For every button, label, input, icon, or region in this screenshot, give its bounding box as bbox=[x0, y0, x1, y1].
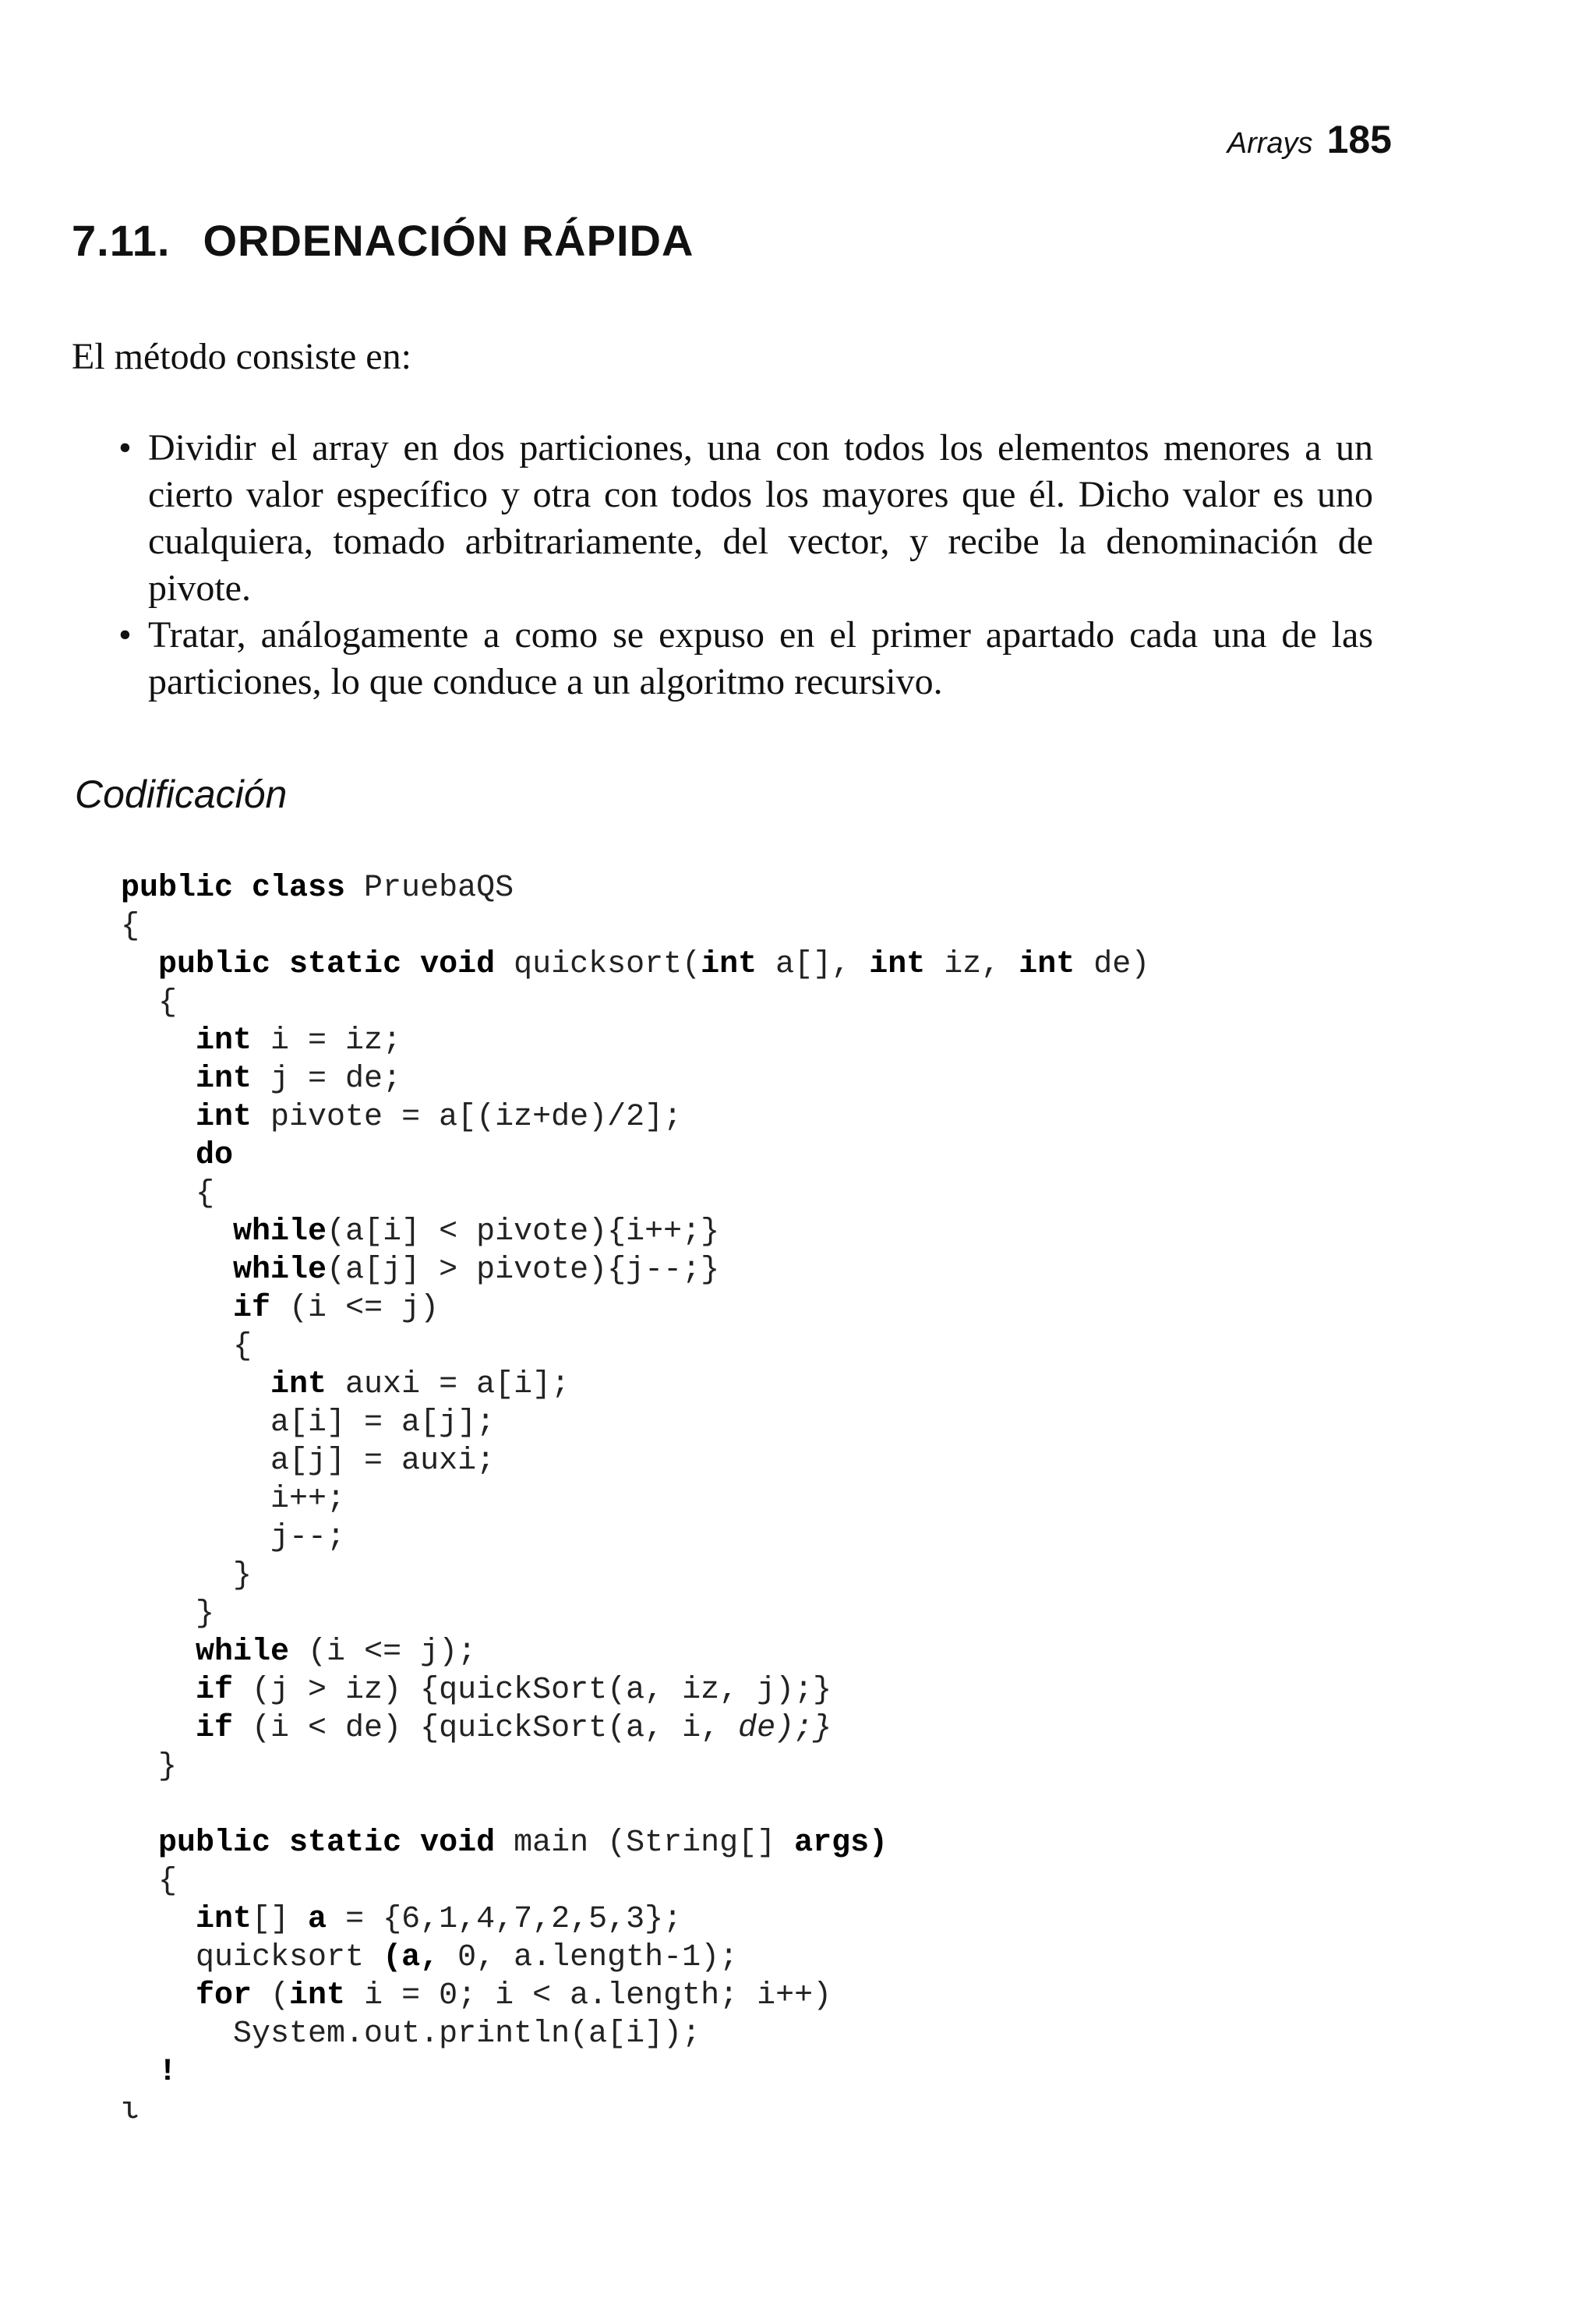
code-line: { bbox=[158, 1864, 178, 1899]
code-line: int[] a = {6,1,4,7,2,5,3}; bbox=[196, 1902, 683, 1937]
code-line: } bbox=[233, 1558, 252, 1593]
subheading: Codificación bbox=[75, 772, 288, 816]
list-item bbox=[118, 612, 1373, 705]
code-line: int pivote = a[(iz+de)/2]; bbox=[196, 1100, 683, 1135]
list-item bbox=[118, 425, 1373, 612]
code-line-blank bbox=[121, 1786, 1149, 1824]
intro-paragraph: El método consiste en: bbox=[72, 336, 411, 377]
code-line: if (i <= j) bbox=[233, 1291, 440, 1326]
code-line: a[i] = a[j]; bbox=[270, 1405, 496, 1441]
bullet-list bbox=[118, 425, 1373, 705]
code-line: if (j > iz) {quickSort(a, iz, j);} bbox=[196, 1673, 832, 1708]
bullet-icon: • bbox=[118, 614, 132, 656]
code-line: do bbox=[196, 1138, 234, 1173]
code-line: while(a[j] > pivote){j--;} bbox=[233, 1253, 720, 1288]
code-line: { bbox=[233, 1329, 252, 1364]
code-line: ! bbox=[158, 2055, 178, 2090]
page-number: 185 bbox=[1326, 118, 1392, 161]
running-title: Arrays bbox=[1227, 127, 1313, 160]
code-line: public class PruebaQS bbox=[121, 871, 514, 906]
code-block bbox=[121, 869, 1149, 2130]
code-line: int i = iz; bbox=[196, 1023, 402, 1059]
code-line: int auxi = a[i]; bbox=[270, 1367, 570, 1402]
code-line: { bbox=[158, 985, 178, 1020]
bullet-text: Tratar, análogamente a como se expuso en el primer apartado cada una de las particiones, lo que conduce a un algoritmo recursivo. bbox=[148, 614, 1373, 702]
code-line: a[j] = auxi; bbox=[270, 1444, 496, 1479]
section-number: 7.11. bbox=[72, 216, 171, 265]
code-line: quicksort (a, 0, a.length-1); bbox=[196, 1940, 739, 1975]
section-title-text: ORDENACIÓN RÁPIDA bbox=[203, 216, 694, 265]
code-line: } bbox=[158, 1749, 178, 1784]
code-line: while (i <= j); bbox=[196, 1635, 477, 1670]
code-line: if (i < de) {quickSort(a, i, de);} bbox=[196, 1711, 832, 1746]
code-line: public static void main (String[] args) bbox=[158, 1826, 888, 1861]
code-line: i++; bbox=[270, 1482, 346, 1517]
code-line: ι bbox=[121, 2093, 140, 2128]
section-title bbox=[72, 215, 694, 266]
page-header bbox=[1227, 117, 1392, 162]
code-line: } bbox=[196, 1596, 215, 1631]
bullet-text: Dividir el array en dos particiones, una con todos los elementos menores a un cierto valor específico y otra con todos los mayores que él. Dicho valor es uno cualquiera, tomado arbitrariamente, del vector, y recibe la denominación de pivote. bbox=[148, 427, 1373, 609]
code-line: int ј = de; bbox=[196, 1062, 402, 1097]
code-line: public static void quicksort(int a[], int iz, int de) bbox=[158, 947, 1150, 982]
code-line: j--; bbox=[270, 1520, 346, 1555]
bullet-icon: • bbox=[118, 427, 132, 468]
code-line: while(a[i] < pivote){i++;} bbox=[233, 1214, 720, 1250]
code-line: { bbox=[121, 909, 140, 944]
code-line: System.out.println(a[i]); bbox=[233, 2017, 701, 2052]
code-line: { bbox=[196, 1176, 215, 1211]
code-line: for (int i = 0; i < a.length; i++) bbox=[196, 1978, 832, 2013]
